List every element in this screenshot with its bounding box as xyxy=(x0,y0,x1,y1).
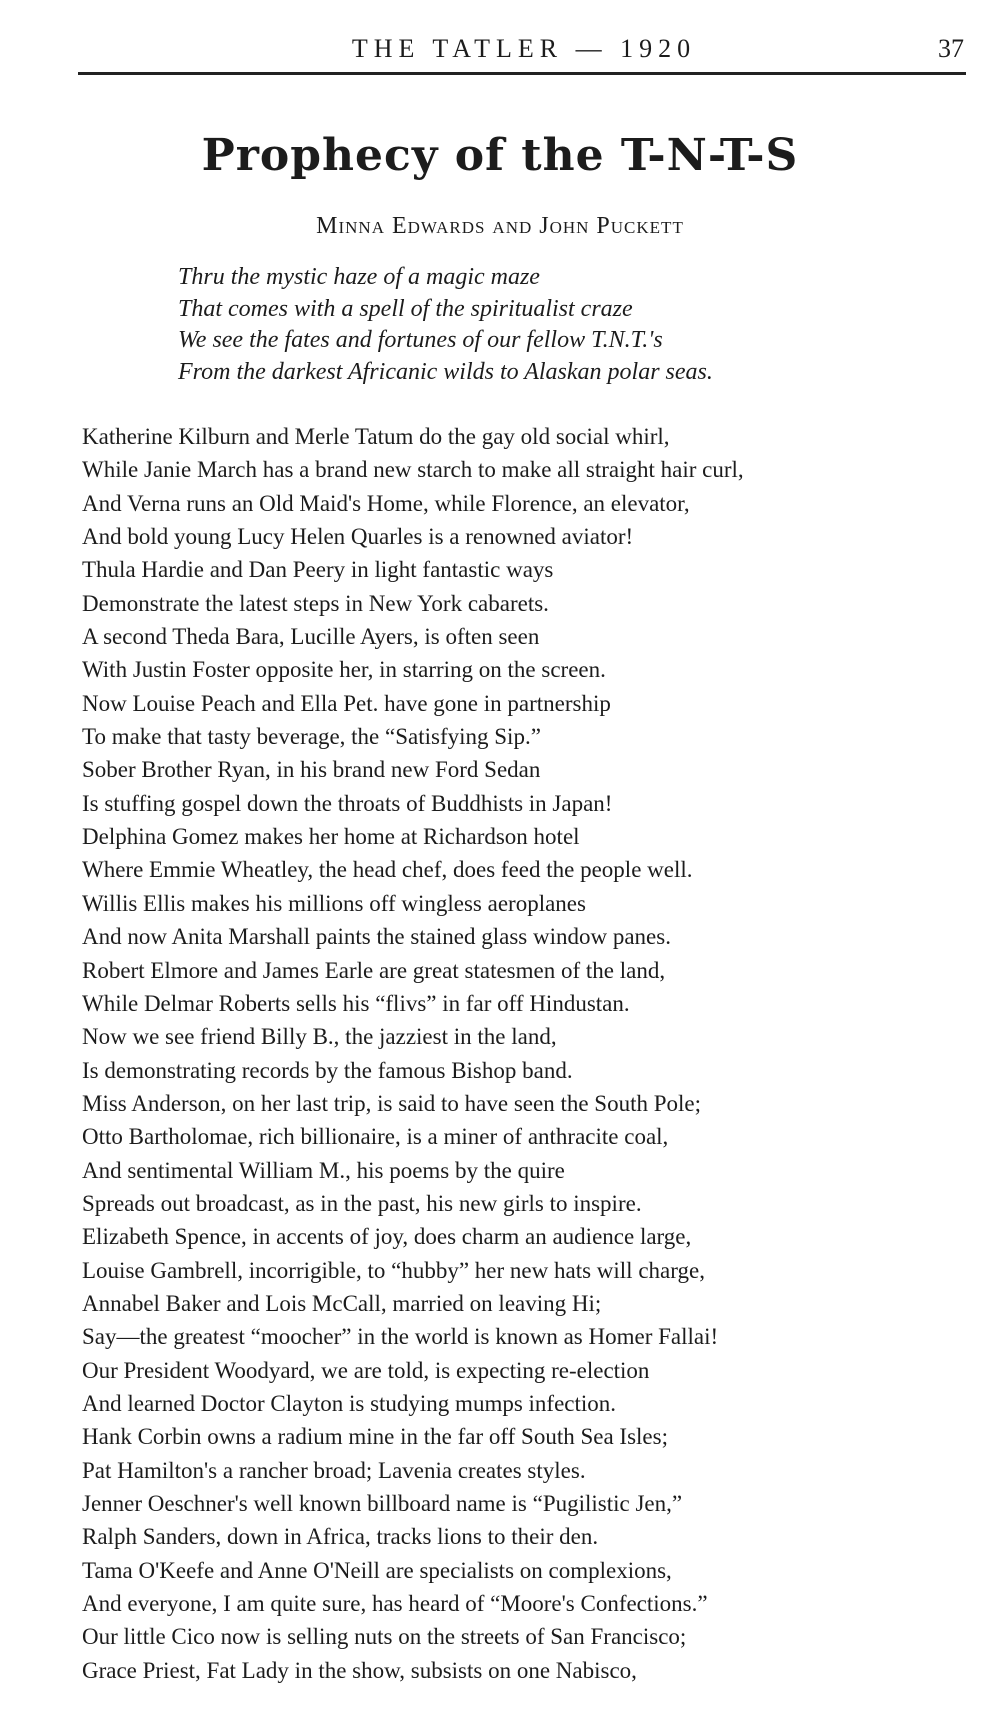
header-rule xyxy=(78,72,966,75)
poem-line: Jenner Oeschner's well known billboard name is “Pugilistic Jen,” xyxy=(82,1491,683,1516)
poem-line: Annabel Baker and Lois McCall, married on leaving Hi; xyxy=(82,1290,602,1316)
poem-line: To make that tasty beverage, the “Satisfying Sip.” xyxy=(82,724,541,750)
poem-line: Delphina Gomez makes her home at Richardson hotel xyxy=(82,824,580,850)
poem-line: Where Emmie Wheatley, the head chef, does feed the people well. xyxy=(82,857,693,883)
poem-line: Pat Hamilton's a rancher broad; Lavenia creates styles. xyxy=(82,1457,586,1483)
poem-line: Ralph Sanders, down in Africa, tracks lions to their den. xyxy=(82,1524,599,1550)
poem-line: And Verna runs an Old Maid's Home, while Florence, an elevator, xyxy=(82,490,690,516)
poem-line: Elizabeth Spence, in accents of joy, does charm an audience large, xyxy=(82,1224,692,1250)
poem-line: While Janie March has a brand new starch to make all straight hair curl, xyxy=(82,457,744,483)
byline: Minna Edwards and John Puckett xyxy=(316,213,684,239)
poem-line: Tama O'Keefe and Anne O'Neill are specialists on complexions, xyxy=(82,1557,672,1583)
poem-line: With Justin Foster opposite her, in starring on the screen. xyxy=(82,657,606,683)
poem-line: Miss Anderson, on her last trip, is said to have seen the South Pole; xyxy=(82,1090,702,1116)
poem-line: Demonstrate the latest steps in New York cabarets. xyxy=(82,590,549,616)
poem-line: Grace Priest, Fat Lady in the show, subsists on one Nabisco, xyxy=(82,1657,637,1683)
poem-line: Our President Woodyard, we are told, is expecting re-election xyxy=(82,1357,650,1383)
epigraph xyxy=(178,262,938,388)
poem-line: A second Theda Bara, Lucille Ayers, is often seen xyxy=(82,624,540,650)
poem-line: Say—the greatest “moocher” in the world is known as Homer Fallai! xyxy=(82,1324,719,1350)
poem-line: Otto Bartholomae, rich billionaire, is a miner of anthracite coal, xyxy=(82,1124,669,1150)
poem-line: And learned Doctor Clayton is studying mumps infection. xyxy=(82,1390,617,1416)
poem-line: Sober Brother Ryan, in his brand new Ford Sedan xyxy=(82,757,541,783)
poem-line: While Delmar Roberts sells his “flivs” in far off Hindustan. xyxy=(82,990,630,1016)
poem-line: Louise Gambrell, incorrigible, to “hubby” her new hats will charge, xyxy=(82,1257,705,1283)
poem-line: Spreads out broadcast, as in the past, his new girls to inspire. xyxy=(82,1190,642,1216)
epigraph-line: That comes with a spell of the spiritualist craze xyxy=(178,295,633,322)
poem-body xyxy=(82,420,982,1687)
poem-line: Katherine Kilburn and Merle Tatum do the gay old social whirl, xyxy=(82,424,670,449)
running-title: THE TATLER — 1920 xyxy=(351,34,697,63)
poem-line: And sentimental William M., his poems by the quire xyxy=(82,1157,565,1183)
poem-line: Thula Hardie and Dan Peery in light fantastic ways xyxy=(82,557,554,583)
poem-line: And everyone, I am quite sure, has heard of “Moore's Confections.” xyxy=(82,1591,708,1617)
running-header xyxy=(84,34,964,70)
poem-line: Is stuffing gospel down the throats of Buddhists in Japan! xyxy=(82,790,613,816)
epigraph-line: From the darkest Africanic wilds to Alaskan polar seas. xyxy=(178,358,713,385)
epigraph-line: We see the fates and fortunes of our fellow T.N.T.'s xyxy=(178,327,663,353)
poem-line: Now Louise Peach and Ella Pet. have gone in partnership xyxy=(82,690,611,716)
poem-line: Is demonstrating records by the famous Bishop band. xyxy=(82,1057,573,1083)
poem-line: Willis Ellis makes his millions off wingless aeroplanes xyxy=(82,890,586,916)
poem-line: And now Anita Marshall paints the stained glass window panes. xyxy=(82,924,671,950)
page-number: 37 xyxy=(938,34,964,63)
article-title: Prophecy of the T-N-T-S xyxy=(201,130,799,181)
poem-line: And bold young Lucy Helen Quarles is a renowned aviator! xyxy=(82,524,634,550)
poem-line: Robert Elmore and James Earle are great statesmen of the land, xyxy=(82,957,666,983)
poem-line: Our little Cico now is selling nuts on the streets of San Francisco; xyxy=(82,1624,687,1650)
epigraph-line: Thru the mystic haze of a magic maze xyxy=(178,264,540,290)
poem-line: Hank Corbin owns a radium mine in the far off South Sea Isles; xyxy=(82,1424,668,1450)
poem-line: Now we see friend Billy B., the jazziest in the land, xyxy=(82,1024,557,1050)
